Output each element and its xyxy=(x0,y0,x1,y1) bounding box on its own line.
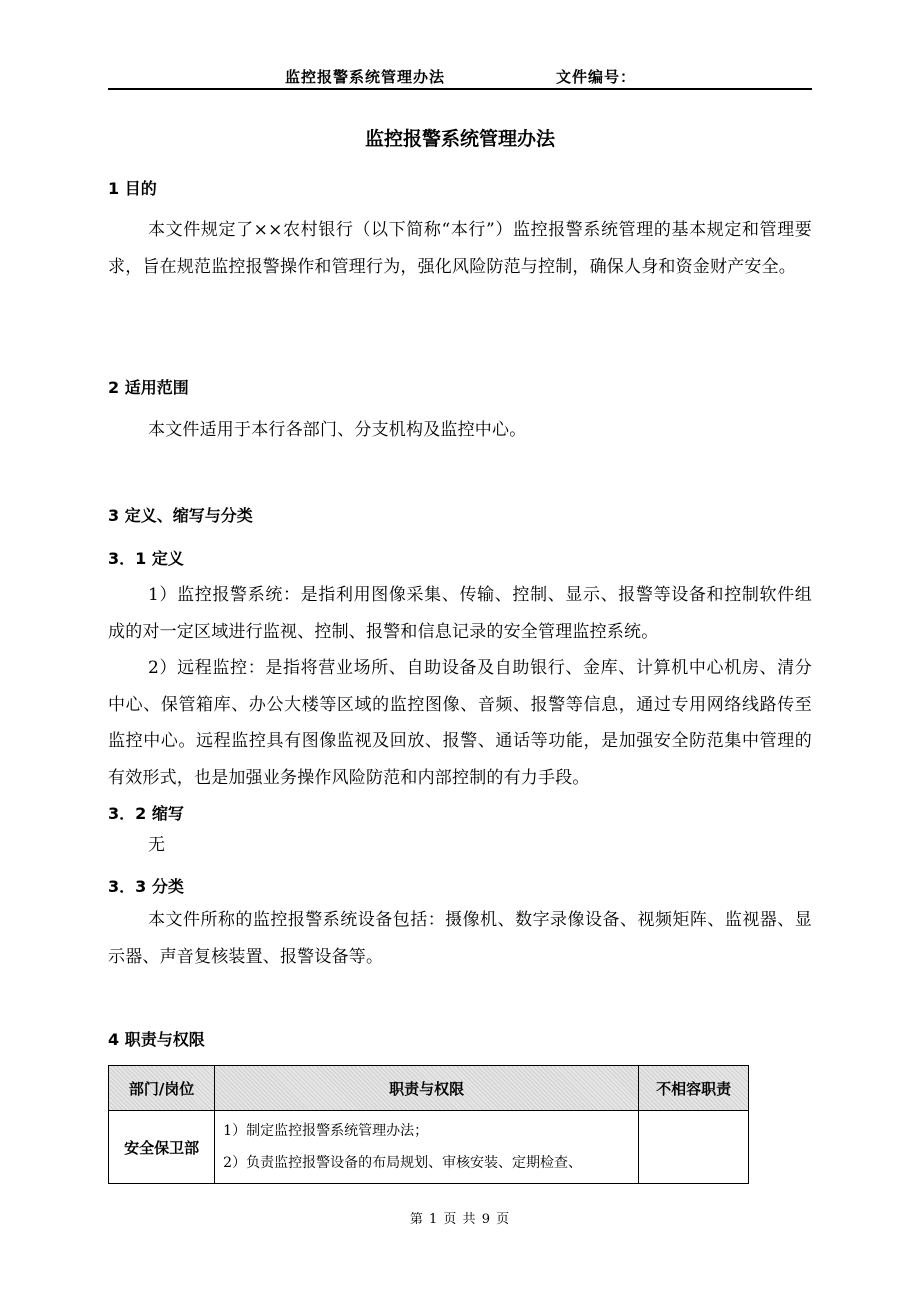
table-header-row xyxy=(109,1066,749,1111)
definition-item-1: 1）监控报警系统：是指利用图像采集、传输、控制、显示、报警等设备和控制软件组成的对一定区域进行监视、控制、报警和信息记录的安全管理监控系统。 xyxy=(108,585,812,642)
section-3-heading: 3 定义、缩写与分类 xyxy=(108,506,253,525)
section-3-3-heading: 3．3 分类 xyxy=(108,877,184,896)
section-3-1-heading: 3．1 定义 xyxy=(108,549,184,568)
duties-cell xyxy=(215,1111,639,1184)
section-2-text: 本文件适用于本行各部门、分支机构及监控中心。 xyxy=(148,420,527,440)
page-number: 第 1 页 共 9 页 xyxy=(409,1212,511,1227)
section-1-text: 本文件规定了××农村银行（以下简称“本行”）监控报警系统管理的基本规定和管理要求，旨在规范监控报警操作和管理行为，强化风险防范与控制，确保人身和资金财产安全。 xyxy=(108,220,812,277)
section-2-heading: 2 适用范围 xyxy=(108,378,189,397)
section-1-heading: 1 目的 xyxy=(108,179,157,198)
table-row xyxy=(109,1111,749,1184)
column-header-department: 部门/岗位 xyxy=(109,1066,215,1111)
column-header-duties: 职责与权限 xyxy=(215,1066,639,1111)
section-4-heading: 4 职责与权限 xyxy=(108,1030,205,1049)
document-title: 监控报警系统管理办法 xyxy=(364,128,555,150)
duty-line-1: 1）制定监控报警系统管理办法； xyxy=(223,1123,429,1139)
department-cell: 安全保卫部 xyxy=(109,1111,215,1184)
definition-item-2: 2）远程监控：是指将营业场所、自助设备及自助银行、金库、计算机中心机房、清分中心、保管箱库、办公大楼等区域的监控图像、音频、报警等信息，通过专用网络线路传至监控中心。远程监控具有图像监视及回放、报警、通话等功能，是加强安全防范集中管理的有效形式，也是加强业务操作风险防范和内部控制的有力手段。 xyxy=(108,658,812,789)
duty-line-2: 2）负责监控报警设备的布局规划、审核安装、定期检查、 xyxy=(223,1155,583,1171)
header-title: 监控报警系统管理办法 xyxy=(285,68,446,86)
section-3-3-text: 本文件所称的监控报警系统设备包括：摄像机、数字录像设备、视频矩阵、监视器、显示器、声音复核装置、报警设备等。 xyxy=(108,910,812,967)
duties-table xyxy=(108,1065,749,1184)
header-divider xyxy=(108,88,812,90)
header-doc-number-label: 文件编号： xyxy=(556,68,637,86)
column-header-incompatible: 不相容职责 xyxy=(639,1066,749,1111)
section-3-2-text: 无 xyxy=(148,835,166,855)
section-3-2-heading: 3．2 缩写 xyxy=(108,804,184,823)
incompatible-duties-cell xyxy=(639,1111,749,1184)
